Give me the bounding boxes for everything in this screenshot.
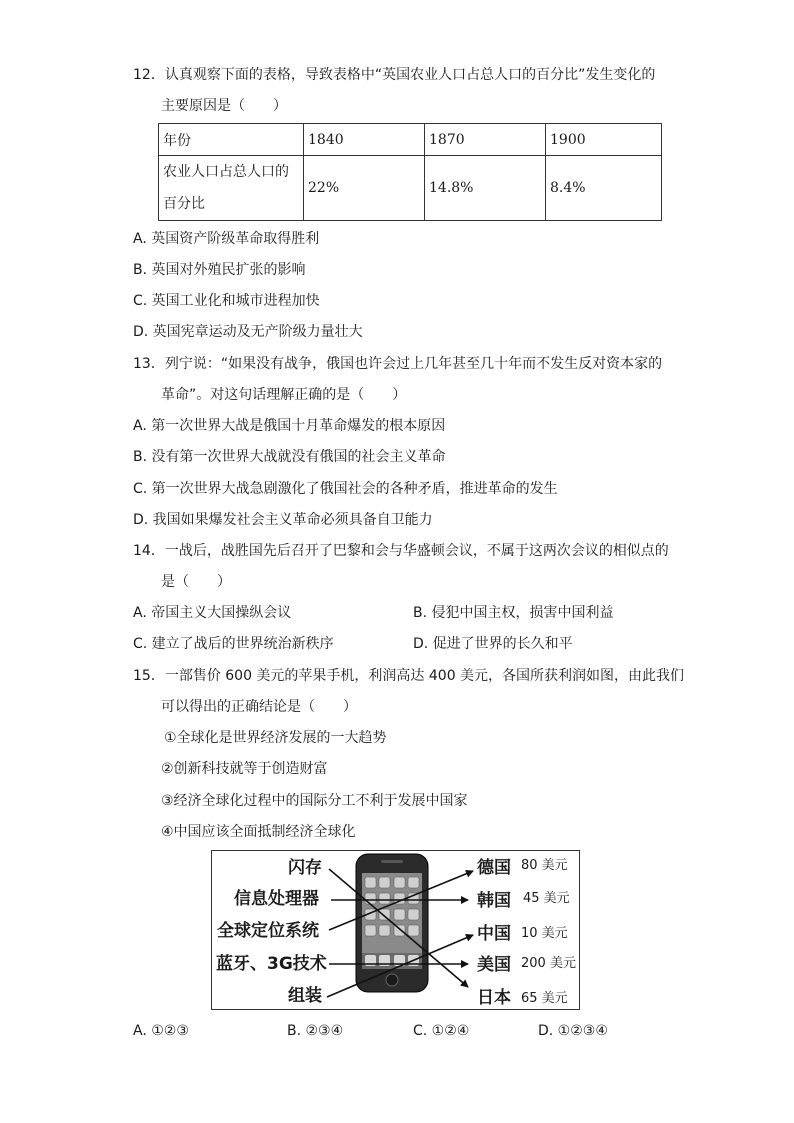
- table-row: [159, 156, 662, 221]
- component-label-bluetooth: 蓝牙、3G技术: [216, 954, 327, 974]
- q12-data-table: [158, 123, 662, 221]
- q15-option-a[interactable]: A. ①②③: [133, 1023, 189, 1039]
- country-label-germany: 德国: [477, 858, 511, 878]
- q12-option-c[interactable]: C. 英国工业化和城市进程加快: [133, 293, 320, 309]
- iphone-profit-figure: [211, 850, 580, 1010]
- profit-value-germany: 80 美元: [521, 858, 568, 873]
- q12-stem-line2: 主要原因是（ ）: [161, 98, 287, 114]
- q13-option-d[interactable]: D. 我国如果爆发社会主义革命必须具备自卫能力: [133, 512, 433, 528]
- q15-option-c[interactable]: C. ①②④: [413, 1023, 470, 1039]
- table-cell: 8.4%: [546, 156, 662, 221]
- table-row: [159, 124, 662, 156]
- country-label-japan: 日本: [477, 988, 511, 1008]
- q13-option-b[interactable]: B. 没有第一次世界大战就没有俄国的社会主义革命: [133, 449, 446, 465]
- table-header-cell: 1870: [425, 124, 546, 156]
- table-cell: 14.8%: [425, 156, 546, 221]
- row-label-line2: 百分比: [163, 196, 205, 212]
- q14-option-d[interactable]: D. 促进了世界的长久和平: [413, 636, 573, 652]
- table-header-cell: 1900: [546, 124, 662, 156]
- q14-stem-line2: 是（ ）: [161, 574, 231, 590]
- q15-option-d[interactable]: D. ①②③④: [538, 1023, 608, 1039]
- q14-option-c[interactable]: C. 建立了战后的世界统治新秩序: [133, 636, 334, 652]
- row-label-line1: 农业人口占总人口的: [163, 164, 289, 180]
- country-label-china: 中国: [477, 924, 511, 944]
- profit-value-japan: 65 美元: [521, 991, 568, 1006]
- country-label-usa: 美国: [477, 955, 511, 975]
- q15-stem-line1: 15．一部售价 600 美元的苹果手机，利润高达 400 美元，各国所获利润如图，由此我们: [133, 668, 685, 684]
- q15-statement-3: ③经济全球化过程中的国际分工不利于发展中国家: [161, 793, 468, 809]
- component-label-processor: 信息处理器: [234, 889, 319, 909]
- q14-option-b[interactable]: B. 侵犯中国主权，损害中国利益: [413, 605, 614, 621]
- q12-option-a[interactable]: A. 英国资产阶级革命取得胜利: [133, 231, 320, 247]
- q13-option-a[interactable]: A. 第一次世界大战是俄国十月革命爆发的根本原因: [133, 418, 446, 434]
- profit-value-china: 10 美元: [521, 926, 568, 941]
- q15-stem-line2: 可以得出的正确结论是（ ）: [161, 699, 357, 715]
- q14-stem-line1: 14．一战后，战胜国先后召开了巴黎和会与华盛顿会议，不属于这两次会议的相似点的: [133, 543, 669, 559]
- profit-value-usa: 200 美元: [521, 956, 576, 971]
- q12-option-b[interactable]: B. 英国对外殖民扩张的影响: [133, 262, 306, 278]
- component-label-assembly: 组装: [288, 986, 322, 1006]
- table-header-cell: 1840: [304, 124, 425, 156]
- q14-option-a[interactable]: A. 帝国主义大国操纵会议: [133, 605, 292, 621]
- q15-option-b[interactable]: B. ②③④: [287, 1023, 344, 1039]
- q12-option-d[interactable]: D. 英国宪章运动及无产阶级力量壮大: [133, 324, 363, 340]
- component-label-flash: 闪存: [288, 858, 322, 878]
- q12-stem-line1: 12．认真观察下面的表格，导致表格中“英国农业人口占总人口的百分比”发生变化的: [133, 67, 656, 83]
- profit-value-korea: 45 美元: [523, 891, 570, 906]
- q15-statement-1: ①全球化是世界经济发展的一大趋势: [164, 730, 387, 746]
- q15-statement-4: ④中国应该全面抵制经济全球化: [161, 824, 356, 840]
- country-label-korea: 韩国: [477, 891, 511, 911]
- component-label-gps: 全球定位系统: [217, 921, 319, 941]
- table-row-label: [159, 156, 304, 221]
- table-cell: 22%: [304, 156, 425, 221]
- q13-stem-line1: 13．列宁说：“如果没有战争，俄国也许会过上几年甚至几十年而不发生反对资本家的: [133, 356, 663, 372]
- q15-statement-2: ②创新科技就等于创造财富: [161, 761, 328, 777]
- table-header-cell: 年份: [159, 124, 304, 156]
- q13-stem-line2: 革命”。对这句话理解正确的是（ ）: [161, 387, 407, 403]
- q13-option-c[interactable]: C. 第一次世界大战急剧激化了俄国社会的各种矛盾，推进革命的发生: [133, 481, 558, 497]
